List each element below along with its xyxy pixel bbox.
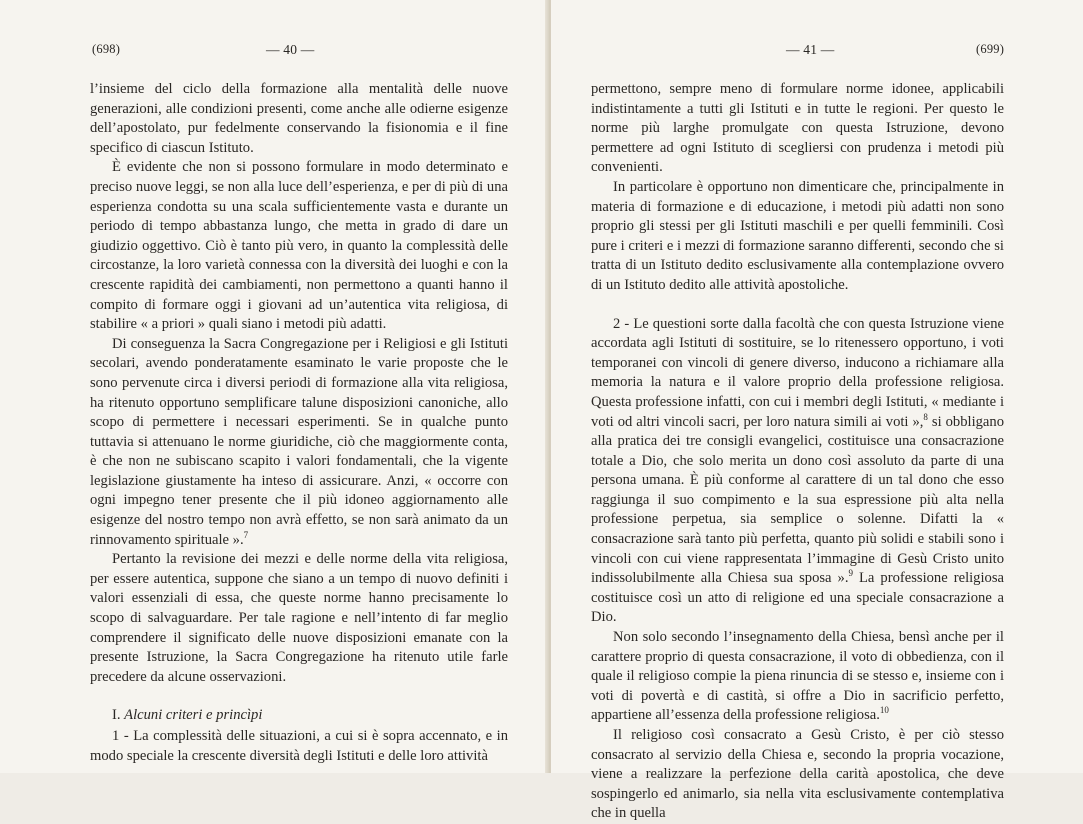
footnote-ref-9: 9 xyxy=(848,568,853,579)
section-heading xyxy=(90,706,508,726)
right-page xyxy=(551,0,1083,822)
right-paragraph-1: permettono, sempre meno di formulare norme idonee, applicabili indistintamente a tutti gli Istituti e in tutte le regioni. Per questo le norme più larghe promulgate con questa Istruzione, devono permettere ad ogni Istituto di scegliersi con prudenza i metodi più convenienti. xyxy=(591,81,1004,176)
right-paragraph-3-part-c: La professione religiosa costituisce così un atto di religione ed una speciale consacrazione a Dio. xyxy=(591,570,1004,626)
right-paragraph-2: In particolare è opportuno non dimenticare che, principalmente in materia di formazione e di educazione, i metodi più adatti non sono proprio gli stessi per gli Istituti maschili e per quelli femminili. Così pure i criteri e i mezzi di formazione saranno differenti, secondo che si tratta di un Istituto dedito esclusivamente alla contemplazione ovvero di un Istituto dedito alle attività apostoliche. xyxy=(591,178,1004,293)
left-folio: — 40 — xyxy=(266,42,315,57)
left-paragraph-3-text: Di conseguenza la Sacra Congregazione per i Religiosi e gli Istituti secolari, avendo ponderatamente esaminato le varie proposte che le sono pervenute circa i diversi periodi di formazione alla vita religiosa, ha ritenuto opportuno semplificare talune disposizioni canoniche, allo scopo di permettere i necessari esperimenti. Se in qualche punto tuttavia si attenuano le norme giuridiche, ciò che maggiormente conta, è che non ne subiscano scapito i valori fondamentali, che la vigente legislazione giustamente ha inteso di assicurare. Anzi, « occorre con ogni impegno tener presente che il più idoneo aggiornamento alle esigenze del nostro tempo non avrà effetto, se non sarà animato da un rinnovamento spirituale ». xyxy=(90,335,508,548)
right-paragraph-4 xyxy=(591,628,1004,726)
right-paragraph-3-part-a: 2 - Le questioni sorte dalla facoltà che con questa Istruzione viene accordata agli Istituti di sostituire, se lo ritenessero opportuno, i voti temporanei con vincoli di genere diverso, inducono a richiamare alla memoria la natura e il valore proprio della professione religiosa. Questa professione infatti, con cui i membri degli Istituti, « mediante i voti od altri vincoli sacri, per loro natura simili ai voti », xyxy=(591,315,1004,430)
footnote-ref-10: 10 xyxy=(879,705,889,716)
left-paragraph-2: È evidente che non si possono formulare in modo determinato e preciso nuove leggi, se non alla luce dell’esperienza, e per di più di una esperienza condotta su una scala sufficientemente vasta e durante un periodo di tempo abbastanza lungo, che metta in grado di dare un giudizio oggettivo. Ciò è tanto più vero, in quanto la complessità delle circostanze, la loro varietà connessa con la diversità dei luoghi e con la crescente rapidità dei cambiamenti, non permettono a quanti hanno il compito di formare oggi i giovani ad un’autentica vita religiosa, di stabilire « a priori » quali siano i metodi più adatti. xyxy=(90,159,508,333)
left-paragraph-3 xyxy=(90,335,508,551)
footnote-ref-8: 8 xyxy=(923,411,928,422)
right-paragraph-4-text: Non solo secondo l’insegnamento della Chiesa, bensì anche per il carattere proprio di questa consacrazione, il voto di obbedienza, con il quale il religioso compie la piena rinuncia di se stesso e, insieme con i voti di povertà e di castità, si offre a Dio in sacrificio perfetto, appartiene all’essenza della professione religiosa. xyxy=(591,629,1004,724)
right-folio: — 41 — xyxy=(786,42,835,57)
left-paragraph-4: Pertanto la revisione dei mezzi e delle norme della vita religiosa, per essere autentica, suppone che siano a un tempo di nuovo definiti i valori essenziali di essa, che queste norme hanno precisamente lo scopo di salvaguardare. Per tale ragione e nell’intento di far meglio comprendere il significato delle nuove disposizioni emanate con la presente Istruzione, la Sacra Congregazione ha ritenuto utile farle precedere da alcune osservazioni. xyxy=(90,551,508,685)
left-page-number: (698) xyxy=(92,42,121,56)
left-paragraph-1: l’insieme del ciclo della formazione alla mentalità delle nuove generazioni, alle condizioni presenti, come anche alle odierne esigenze dell’apostolato, pur fedelmente conservando la fisionomia e il fine specifico di ciascun Istituto. xyxy=(90,81,508,156)
right-body-text xyxy=(591,80,1004,824)
left-body-text xyxy=(90,80,508,766)
section-heading-number: I. xyxy=(112,707,121,724)
right-page-number: (699) xyxy=(976,42,1005,56)
left-paragraph-5: 1 - La complessità delle situazioni, a cui si è sopra accennato, e in modo speciale la crescente diversità degli Istituti e delle loro attività xyxy=(90,728,508,764)
right-paragraph-3-part-b: si obbligano alla pratica dei tre consigli evangelici, costituisce una consacrazione totale a Dio, che solo merita un dono così assoluto da parte di una persona umana. È più conforme al carattere di un tal dono che esso raggiunga il suo compimento e la sua espressione più alta nella professione perpetua, sia semplice o solenne. Difatti la « consacrazione sarà tanto più perfetta, quanto più solidi e stabili sono i vincoli con cui viene rappresentata l’immagine di Gesù Cristo unito indissolubilmente alla Chiesa sua sposa ». xyxy=(591,413,1004,587)
footnote-ref-7: 7 xyxy=(243,529,249,540)
right-paragraph-3 xyxy=(591,315,1004,629)
left-page xyxy=(0,0,549,773)
right-paragraph-5: Il religioso così consacrato a Gesù Cristo, è per ciò stesso consacrato al servizio della Chiesa e, secondo la propria vocazione, viene a realizzare la perfezione della carità apostolica, che deve sospingerlo ed animarlo, sia nella vita esclusivamente contemplativa che in quella xyxy=(591,727,1004,822)
section-heading-title: Alcuni criteri e princìpi xyxy=(124,707,263,724)
